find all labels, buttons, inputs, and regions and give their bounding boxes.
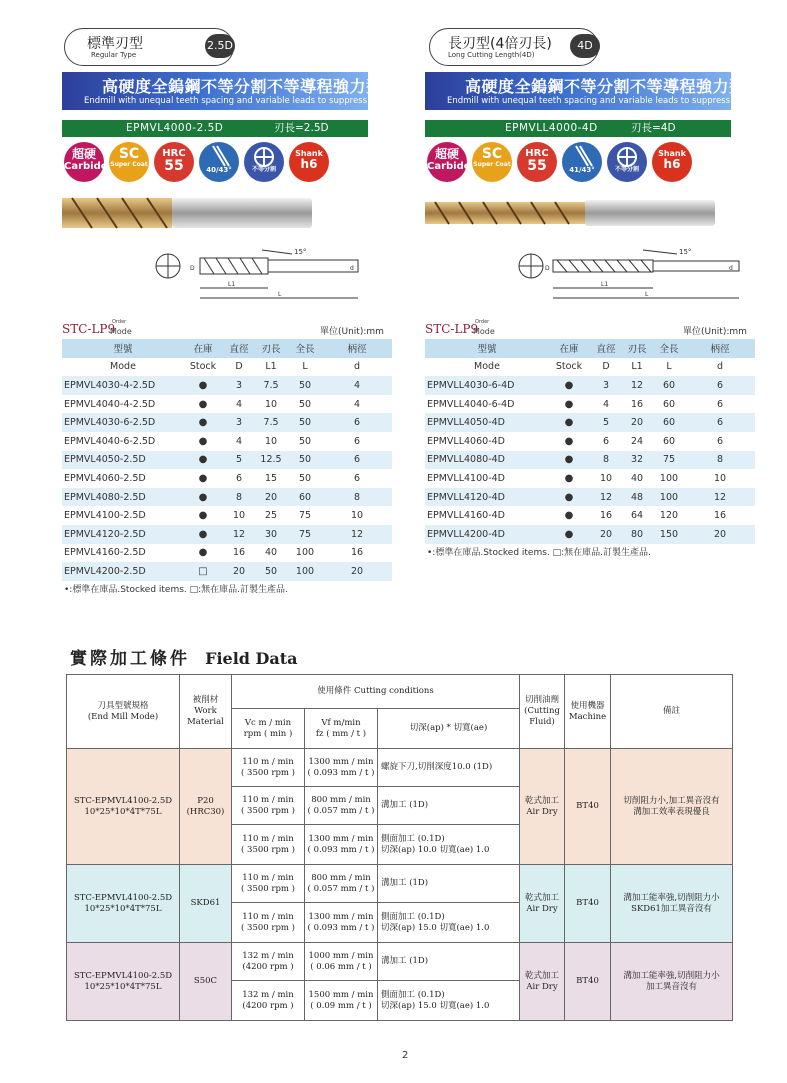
table-cell: 50: [298, 379, 312, 391]
super-coat-icon: SC Super Coat: [109, 142, 149, 182]
order-label: Order: [475, 319, 490, 325]
header-depth: 切深(ap) * 切寬(ae): [378, 709, 520, 749]
header-material: 被削材 Work Material: [180, 675, 232, 749]
table-cell: 32: [630, 454, 644, 466]
material-cell: S50C: [180, 943, 232, 1021]
table-cell: 20: [599, 528, 613, 540]
table-cell: EPMVL4200-2.5D: [64, 565, 146, 577]
remark-cell: 溝加工能率強,切削阻力小 加工異音沒有: [611, 943, 733, 1021]
vc-cell: 110 m / min ( 3500 rpm ): [232, 787, 305, 825]
stock-table-long: [425, 339, 755, 544]
table-cell: ●: [198, 510, 208, 522]
header-remark: 備註: [611, 675, 733, 749]
header-vf: Vf m/min fz ( mm / t ): [305, 709, 378, 749]
table-cell: □: [198, 565, 208, 577]
table-row: [67, 865, 733, 903]
depth-cell: 溝加工 (1D): [378, 865, 520, 903]
stock-legend: •:標準在庫品.Stocked items. □:無在庫品.訂製生產品.: [64, 585, 288, 595]
table-cell: 10: [264, 435, 278, 447]
table-row: [425, 376, 755, 395]
header-tool: 刀具型號規格 (End Mill Mode): [67, 675, 180, 749]
type-badge: 4D: [570, 34, 600, 58]
table-cell: 50: [298, 435, 312, 447]
table-cell: 60: [662, 435, 676, 447]
banner-subtitle: Endmill with unequal teeth spacing and variable leads to suppress chattering: [447, 96, 777, 106]
hrc-icon: HRC 55: [517, 142, 557, 182]
column-header: Stock: [189, 361, 217, 373]
table-cell: 64: [630, 510, 644, 522]
flute-length: 刃長=2.5D: [274, 122, 329, 134]
table-cell: 6: [353, 435, 361, 447]
fluid-cell: 乾式加工 Air Dry: [520, 865, 565, 943]
table-cell: ●: [198, 435, 208, 447]
table-cell: 24: [630, 435, 644, 447]
table-row: [425, 451, 755, 470]
table-cell: 6: [353, 472, 361, 484]
table-cell: EPMVLL4200-4D: [427, 528, 505, 540]
table-cell: 60: [662, 398, 676, 410]
table-row: [425, 413, 755, 432]
header-fluid: 切削油劑 (Cutting Fluid): [520, 675, 565, 749]
table-cell: 8: [716, 454, 724, 466]
table-cell: 4: [235, 435, 243, 447]
table-row: [67, 749, 733, 787]
feature-badges: [62, 142, 368, 184]
table-cell: 10: [713, 472, 727, 484]
table-header-row: [425, 358, 755, 377]
column-header: D: [235, 361, 243, 373]
table-cell: ●: [564, 491, 574, 503]
dim-L1: L1: [601, 281, 609, 288]
table-cell: 7.5: [263, 379, 279, 391]
table-cell: 12.5: [260, 454, 282, 466]
column-header: Mode: [474, 361, 500, 373]
model-code: EPMVLL4000-4D: [505, 122, 598, 134]
table-cell: ●: [564, 528, 574, 540]
column-header: L1: [631, 361, 643, 373]
table-cell: 16: [630, 398, 644, 410]
column-header: d: [353, 361, 361, 373]
table-cell: 75: [662, 454, 676, 466]
depth-cell: 側面加工 (0.1D) 切深(ap) 10.0 切寬(ae) 1.0: [378, 825, 520, 865]
shank-h6-icon: Shank h6: [289, 142, 329, 182]
endmill-photo: [425, 196, 715, 230]
column-header: D: [602, 361, 610, 373]
table-cell: 20: [350, 565, 364, 577]
remark-cell: 溝加工能率強,切削阻力小 SKD61加工異音沒有: [611, 865, 733, 943]
table-cell: 60: [662, 379, 676, 391]
table-header-row: [62, 339, 392, 358]
table-cell: 8: [353, 491, 361, 503]
mode-label: Mode: [473, 327, 495, 336]
column-header: Mode: [110, 361, 136, 373]
table-cell: EPMVL4160-2.5D: [64, 547, 146, 559]
table-cell: 30: [264, 528, 278, 540]
column-header: 刃長: [261, 344, 281, 356]
table-cell: EPMVLL4050-4D: [427, 417, 505, 429]
column-header: 刃長: [627, 344, 647, 356]
dimension-drawing: [152, 240, 372, 302]
table-cell: 4: [353, 398, 361, 410]
table-cell: 6: [716, 435, 724, 447]
type-label-pill: [429, 28, 599, 66]
table-cell: ●: [564, 379, 574, 391]
table-row: [62, 413, 392, 432]
table-cell: 3: [235, 379, 243, 391]
table-cell: 75: [298, 528, 312, 540]
table-row: [425, 395, 755, 414]
table-cell: 5: [235, 454, 243, 466]
depth-cell: 溝加工 (1D): [378, 943, 520, 981]
table-cell: EPMVL4030-6-2.5D: [64, 417, 156, 429]
table-cell: 3: [602, 379, 610, 391]
table-row: [425, 488, 755, 507]
column-header: L: [666, 361, 672, 373]
vf-cell: 1300 mm / min ( 0.093 mm / t ): [305, 825, 378, 865]
order-label: Order: [112, 319, 127, 325]
table-cell: 50: [298, 454, 312, 466]
product-banner: [425, 72, 779, 110]
tool-cell: STC-EPMVL4100-2.5D 10*25*10*4T*75L: [67, 749, 180, 865]
dim-L1: L1: [228, 281, 236, 288]
vf-cell: 1000 mm / min ( 0.06 mm / t ): [305, 943, 378, 981]
dim-L: L: [278, 291, 282, 298]
table-cell: EPMVLL4030-6-4D: [427, 379, 515, 391]
depth-cell: 溝加工 (1D): [378, 787, 520, 825]
table-cell: 6: [716, 417, 724, 429]
table-cell: 16: [232, 547, 246, 559]
hrc-icon: HRC 55: [154, 142, 194, 182]
table-cell: 6: [716, 379, 724, 391]
table-cell: 16: [350, 547, 364, 559]
table-cell: EPMVL4050-2.5D: [64, 454, 146, 466]
table-row: [62, 451, 392, 470]
field-data-table: [66, 674, 733, 1021]
table-cell: EPMVL4120-2.5D: [64, 528, 146, 540]
column-header: 全長: [659, 344, 679, 356]
table-cell: 40: [630, 472, 644, 484]
vc-cell: 110 m / min ( 3500 rpm ): [232, 825, 305, 865]
table-cell: 60: [662, 417, 676, 429]
column-header: 柄徑: [347, 344, 367, 356]
table-cell: 25: [264, 510, 278, 522]
carbide-icon: 超硬 Carbide: [64, 142, 104, 182]
table-cell: ●: [198, 491, 208, 503]
table-row: [67, 943, 733, 981]
column-header: 型號: [113, 344, 133, 356]
table-cell: 16: [599, 510, 613, 522]
table-cell: 8: [602, 454, 610, 466]
machine-cell: BT40: [565, 749, 611, 865]
header-conditions: 使用條件 Cutting conditions: [232, 675, 520, 709]
table-cell: ●: [198, 472, 208, 484]
depth-cell: 側面加工 (0.1D) 切深(ap) 15.0 切寬(ae) 1.0: [378, 903, 520, 943]
table-cell: ●: [198, 398, 208, 410]
vc-cell: 110 m / min ( 3500 rpm ): [232, 903, 305, 943]
table-cell: 3: [235, 417, 243, 429]
tool-cell: STC-EPMVL4100-2.5D 10*25*10*4T*75L: [67, 943, 180, 1021]
table-cell: EPMVL4040-4-2.5D: [64, 398, 156, 410]
header-vc: Vc m / min rpm ( min ): [232, 709, 305, 749]
vc-cell: 132 m / min (4200 rpm ): [232, 981, 305, 1021]
table-cell: 60: [298, 491, 312, 503]
machine-cell: BT40: [565, 865, 611, 943]
table-cell: 150: [659, 528, 679, 540]
table-cell: 6: [353, 417, 361, 429]
column-header: Stock: [555, 361, 583, 373]
table-row: [62, 506, 392, 525]
column-header: L: [302, 361, 308, 373]
type-title: 長刃型(4倍刃長): [448, 36, 552, 52]
table-cell: 50: [298, 417, 312, 429]
column-header: L1: [265, 361, 277, 373]
helix-angle-icon: 40/43°: [199, 142, 239, 182]
table-cell: 75: [298, 510, 312, 522]
column-header: 在庫: [193, 344, 213, 356]
table-cell: 12: [350, 528, 364, 540]
model-code: EPMVL4000-2.5D: [126, 122, 224, 134]
product-banner: [62, 72, 416, 110]
depth-cell: 側面加工 (0.1D) 切深(ap) 15.0 切寬(ae) 1.0: [378, 981, 520, 1021]
type-title: 標準刃型: [87, 36, 143, 52]
table-cell: ●: [564, 435, 574, 447]
field-title-en: Field Data: [205, 649, 298, 668]
series-code: STC-LP9: [62, 322, 116, 336]
banner-title: 高硬度全鎢鋼不等分割不等導程強力型銑刀: [465, 77, 779, 96]
table-cell: 10: [232, 510, 246, 522]
unequal-spacing-icon: 不等分割: [244, 142, 284, 182]
table-cell: EPMVLL4160-4D: [427, 510, 505, 522]
dim-d: d: [350, 265, 354, 272]
helix-angle-label: 15°: [294, 248, 307, 256]
column-header: d: [716, 361, 724, 373]
order-line: [62, 319, 394, 338]
table-cell: EPMVLL4060-4D: [427, 435, 505, 447]
table-cell: ●: [564, 510, 574, 522]
table-cell: 50: [298, 472, 312, 484]
remark-cell: 切削阻力小,加工異音沒有 溝加工效率表現優良: [611, 749, 733, 865]
header-machine: 使用機器 Machine: [565, 675, 611, 749]
table-cell: 6: [716, 398, 724, 410]
table-header-row: [62, 358, 392, 377]
vc-cell: 110 m / min ( 3500 rpm ): [232, 865, 305, 903]
dim-D: D: [190, 265, 195, 272]
table-row: [425, 432, 755, 451]
table-row: [425, 506, 755, 525]
column-header: 全長: [295, 344, 315, 356]
table-cell: 10: [350, 510, 364, 522]
dim-d: d: [729, 265, 733, 272]
table-row: [62, 562, 392, 581]
table-cell: 20: [264, 491, 278, 503]
dimension-drawing: [517, 240, 747, 302]
table-cell: ●: [564, 472, 574, 484]
vc-cell: 132 m / min (4200 rpm ): [232, 943, 305, 981]
table-cell: 20: [232, 565, 246, 577]
banner-title: 高硬度全鎢鋼不等分割不等導程強力型銑刀: [102, 77, 416, 96]
table-cell: EPMVL4100-2.5D: [64, 510, 146, 522]
table-cell: ●: [564, 454, 574, 466]
series-code: STC-LP9: [425, 322, 479, 336]
table-row: [62, 469, 392, 488]
unequal-spacing-icon: 不等分割: [607, 142, 647, 182]
stock-legend: •:標準在庫品.Stocked items. □:無在庫品.訂製生產品.: [427, 548, 651, 558]
table-row: [62, 525, 392, 544]
table-cell: 4: [235, 398, 243, 410]
table-row: [62, 544, 392, 563]
table-cell: ●: [198, 379, 208, 391]
table-cell: 12: [599, 491, 613, 503]
column-header: 直徑: [596, 344, 616, 356]
unit-label: 單位(Unit):mm: [683, 327, 747, 337]
table-cell: 100: [659, 472, 679, 484]
table-cell: EPMVL4030-4-2.5D: [64, 379, 156, 391]
column-header: 在庫: [559, 344, 579, 356]
super-coat-icon: SC Super Coat: [472, 142, 512, 182]
table-cell: 120: [659, 510, 679, 522]
type-label-pill: [64, 28, 234, 66]
table-cell: 48: [630, 491, 644, 503]
table-cell: 40: [264, 547, 278, 559]
dim-L: L: [645, 291, 649, 298]
table-cell: 100: [659, 491, 679, 503]
table-cell: EPMVL4080-2.5D: [64, 491, 146, 503]
table-cell: 80: [630, 528, 644, 540]
table-header-row: [425, 339, 755, 358]
vc-cell: 110 m / min ( 3500 rpm ): [232, 749, 305, 787]
table-row: [425, 525, 755, 544]
carbide-icon: 超硬 Carbide: [427, 142, 467, 182]
table-row: [62, 488, 392, 507]
table-row: [62, 395, 392, 414]
table-cell: 12: [713, 491, 727, 503]
table-cell: 6: [602, 435, 610, 447]
fluid-cell: 乾式加工 Air Dry: [520, 749, 565, 865]
type-badge: 2.5D: [205, 34, 235, 58]
tool-cell: STC-EPMVL4100-2.5D 10*25*10*4T*75L: [67, 865, 180, 943]
table-cell: ●: [198, 528, 208, 540]
table-cell: 100: [295, 565, 315, 577]
table-cell: EPMVL4040-6-2.5D: [64, 435, 156, 447]
mode-label: Mode: [110, 327, 132, 336]
table-cell: 12: [630, 379, 644, 391]
depth-cell: 螺旋下刀,切削深度10.0 (1D): [378, 749, 520, 787]
table-cell: 12: [232, 528, 246, 540]
table-cell: 15: [264, 472, 278, 484]
table-cell: EPMVLL4040-6-4D: [427, 398, 515, 410]
unit-label: 單位(Unit):mm: [320, 327, 384, 337]
table-cell: 8: [235, 491, 243, 503]
table-cell: 20: [713, 528, 727, 540]
shank-h6-icon: Shank h6: [652, 142, 692, 182]
column-header: 直徑: [229, 344, 249, 356]
table-cell: 50: [264, 565, 278, 577]
field-title-zh: 實際加工條件: [70, 649, 190, 669]
table-cell: 100: [295, 547, 315, 559]
flute-length: 刃長=4D: [631, 122, 676, 134]
field-data-title: [70, 644, 298, 669]
dim-D: D: [545, 265, 550, 272]
banner-subtitle: Endmill with unequal teeth spacing and variable leads to suppress chattering: [84, 96, 414, 106]
type-subtitle: Long Cutting Length(4D): [448, 51, 535, 59]
table-cell: 6: [353, 454, 361, 466]
model-bar: [425, 120, 731, 137]
vf-cell: 1300 mm / min ( 0.093 mm / t ): [305, 749, 378, 787]
vf-cell: 1500 mm / min ( 0.09 mm / t ): [305, 981, 378, 1021]
column-header: 柄徑: [710, 344, 730, 356]
table-row: [62, 376, 392, 395]
table-cell: EPMVL4060-2.5D: [64, 472, 146, 484]
type-subtitle: Regular Type: [91, 51, 137, 59]
feature-badges: [425, 142, 731, 184]
vf-cell: 800 mm / min ( 0.057 mm / t ): [305, 865, 378, 903]
table-cell: ●: [564, 417, 574, 429]
table-row: [425, 469, 755, 488]
table-cell: ●: [198, 454, 208, 466]
table-cell: 5: [602, 417, 610, 429]
vf-cell: 1300 mm / min ( 0.093 mm / t ): [305, 903, 378, 943]
table-cell: 20: [630, 417, 644, 429]
column-header: 型號: [477, 344, 497, 356]
helix-angle-icon: 41/43°: [562, 142, 602, 182]
order-line: [425, 319, 755, 338]
table-cell: 10: [599, 472, 613, 484]
stock-table-regular: [62, 339, 392, 581]
table-cell: 7.5: [263, 417, 279, 429]
table-cell: 4: [602, 398, 610, 410]
material-cell: SKD61: [180, 865, 232, 943]
helix-angle-label: 15°: [679, 248, 692, 256]
table-row: [62, 432, 392, 451]
table-cell: ●: [198, 547, 208, 559]
table-cell: EPMVLL4120-4D: [427, 491, 505, 503]
table-cell: ●: [564, 398, 574, 410]
table-cell: 6: [235, 472, 243, 484]
table-cell: 4: [353, 379, 361, 391]
model-bar: [62, 120, 368, 137]
table-cell: EPMVLL4080-4D: [427, 454, 505, 466]
vf-cell: 800 mm / min ( 0.057 mm / t ): [305, 787, 378, 825]
table-cell: ●: [198, 417, 208, 429]
table-cell: 10: [264, 398, 278, 410]
fluid-cell: 乾式加工 Air Dry: [520, 943, 565, 1021]
machine-cell: BT40: [565, 943, 611, 1021]
material-cell: P20 (HRC30): [180, 749, 232, 865]
page-number: 2: [402, 1050, 409, 1061]
table-cell: EPMVLL4100-4D: [427, 472, 505, 484]
table-cell: 16: [713, 510, 727, 522]
endmill-photo: [62, 196, 312, 230]
table-cell: 50: [298, 398, 312, 410]
